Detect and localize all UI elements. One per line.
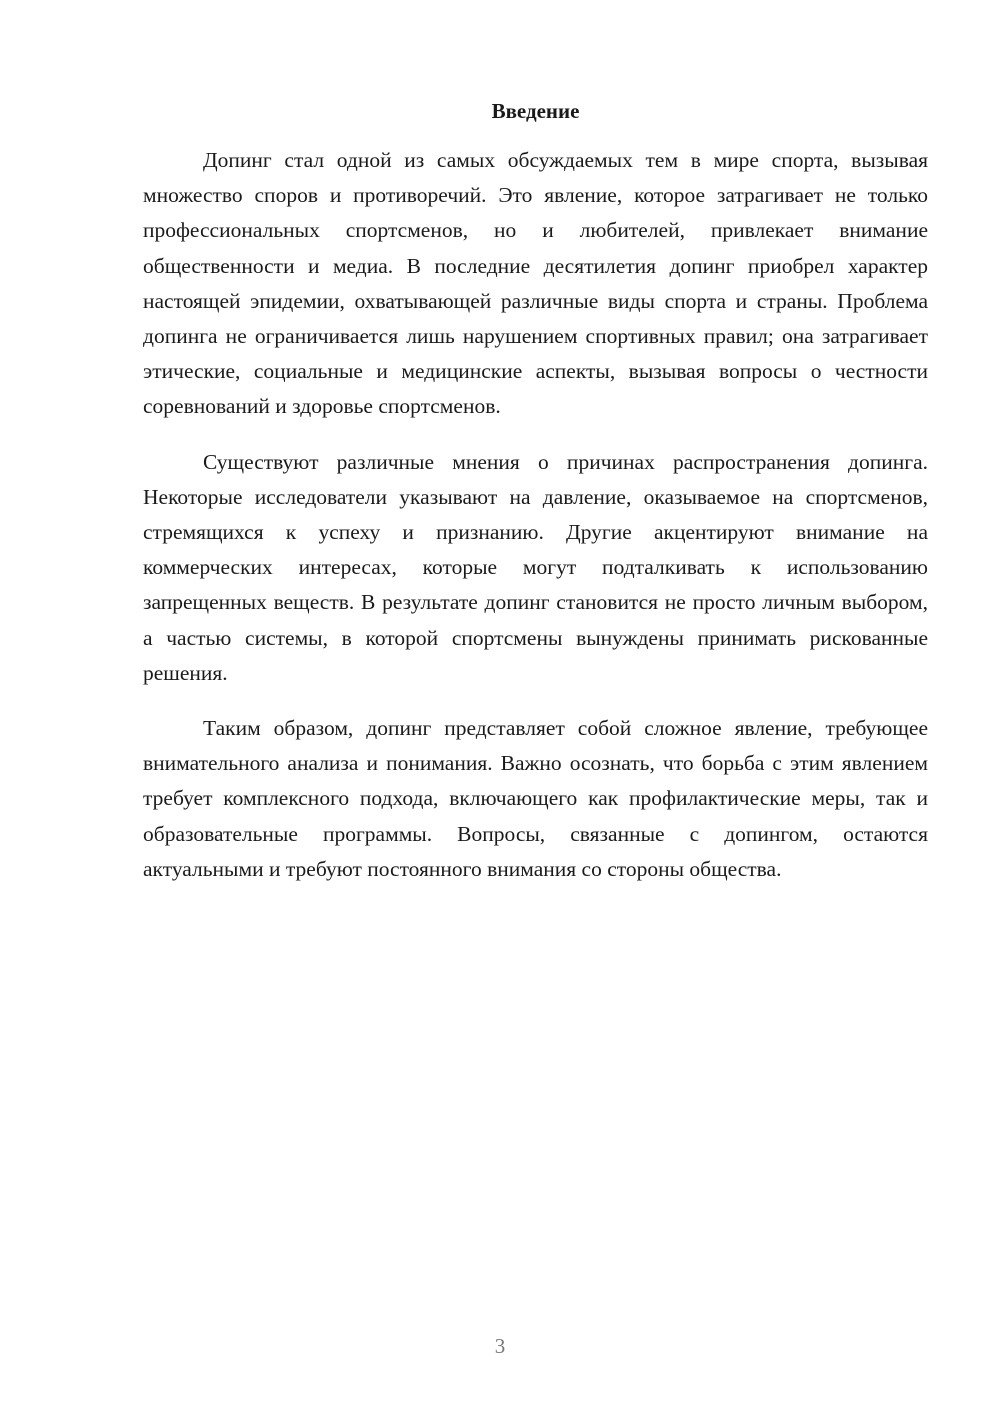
paragraph-3: Таким образом, допинг представляет собой сложное явление, требующее внимательного анализа и понимания. Важно осознать, что борьба с этим явлением требует комплексного подхода, включающего как профилактические меры, так и образовательные программы. Вопросы, связанные с допингом, остаются актуальными и требуют постоянного внимания со стороны общества. — [143, 716, 928, 881]
body-text — [143, 143, 928, 907]
paragraph-1: Допинг стал одной из самых обсуждаемых тем в мире спорта, вызывая множество споров и противоречий. Это явление, которое затрагивает не только профессиональных спортсменов, но и любителей, привлекает внимание общественности и медиа. В последние десятилетия допинг приобрел характер настоящей эпидемии, охватывающей различные виды спорта и страны. Проблема допинга не ограничивается лишь нарушением спортивных правил; она затрагивает этические, социальные и медицинские аспекты, вызывая вопросы о честности соревнований и здоровье спортсменов. — [143, 148, 928, 419]
paragraph-2: Существуют различные мнения о причинах распространения допинга. Некоторые исследователи указывают на давление, оказываемое на спортсменов, стремящихся к успеху и признанию. Другие акцентируют внимание на коммерческих интересах, которые могут подталкивать к использованию запрещенных веществ. В результате допинг становится не просто личным выбором, а частью системы, в которой спортсмены вынуждены принимать рискованные решения. — [143, 449, 928, 685]
page-number: 3 — [494, 1334, 506, 1358]
section-heading: Введение — [491, 99, 580, 123]
